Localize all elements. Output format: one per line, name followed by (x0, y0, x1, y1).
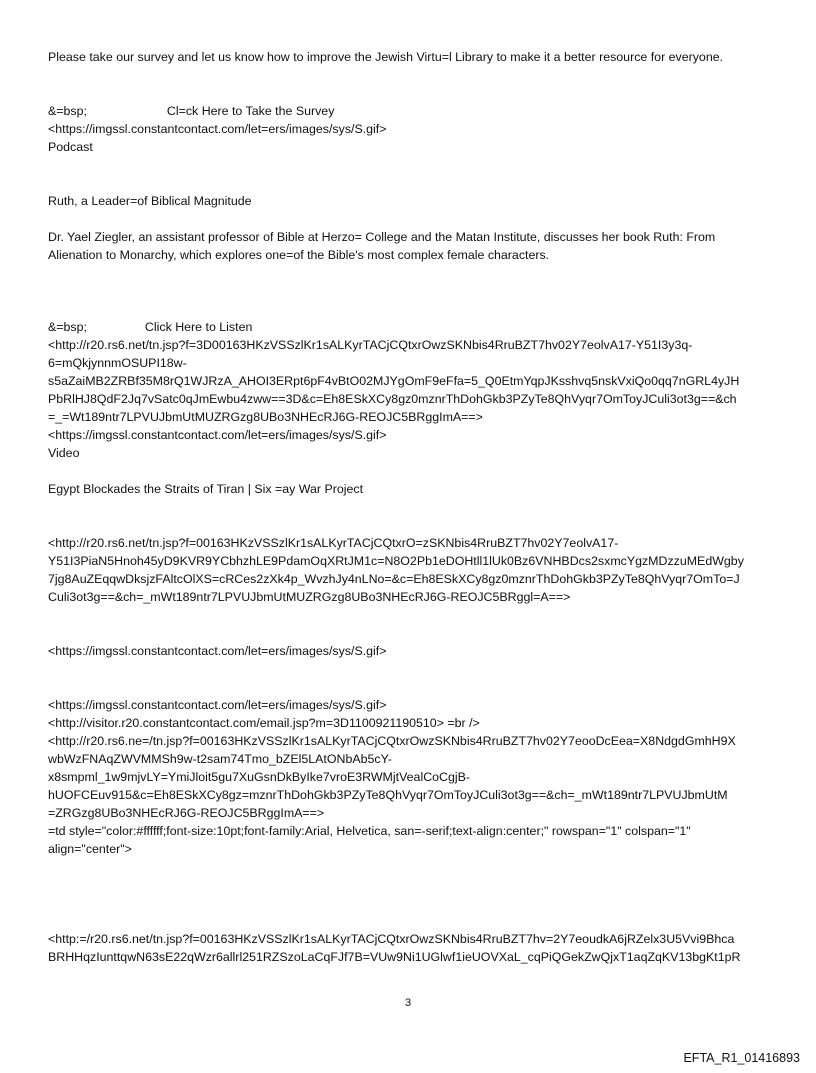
final-block-line[interactable]: =ZRGzg8UBo3NHEcRJ6G-REOJC5BRggImA==> (48, 806, 325, 820)
spacer (48, 66, 772, 102)
video-url-line[interactable]: <http://r20.rs6.net/tn.jsp?f=00163HKzVSSzlKr1sALKyrTACjCQtxrO=zSKNbis4RruBZT7hv02Y7eolvA17- (48, 536, 619, 550)
video-title: Egypt Blockades the Straits of Tiran | Six =ay War Project (48, 482, 364, 496)
spacer (48, 210, 772, 228)
listen-url-line[interactable]: PbRlHJ8QdF2Jq7vSatc0qJmEwbu4zww==3D&c=Eh8ESkXCy8gz0mznrThDohGkb3PZyTe8QhVyqr7OmToyJCuli3ot3g==&ch (48, 392, 737, 406)
listen-prefix: &=bsp; (48, 320, 87, 334)
video-url-line[interactable]: Y51I3PiaN5Hnoh45yD9KVR9YCbhzhLE9PdamOqXRtJM1c=N8O2Pb1eDOHtll1lUk0Bz6VNHBDcs2sxmcYgzMDzzuMEdWgby (48, 554, 744, 568)
listen-url-line[interactable]: s5aZaiMB2ZRBf35M8rQ1WJRzA_AHOI3ERpt6pF4vBtO02MJYgOmF9eFfa=5_Q0EtmYqpJKsshvq5nskVxiQo0qq7nGRL4yJH (48, 374, 740, 388)
listen-link-line[interactable] (48, 318, 772, 336)
spacer (48, 156, 772, 192)
listen-link[interactable]: Click Here to Listen (144, 320, 253, 334)
podcast-title: Ruth, a Leader=of Biblical Magnitude (48, 194, 252, 208)
last-url-line[interactable]: <http:=/r20.rs6.net/tn.jsp?f=00163HKzVSSzlKr1sALKyrTACjCQtxrOwzSKNbis4RruBZT7hv=2Y7eoudkA6jRZelx3U5Vvi9Bhca (48, 932, 735, 946)
final-block-line[interactable]: hUOFCEuv915&c=Eh8ESkXCy8gz=mznrThDohGkb3PZyTe8QhVyqr7OmToyJCuli3ot3g==&ch=_mWt189ntr7LPVUJbmUtM (48, 788, 728, 802)
document-id: EFTA_R1_01416893 (683, 1051, 800, 1065)
spacer (48, 498, 772, 534)
video-url-line[interactable]: Culi3ot3g==&ch=_mWt189ntr7LPVUJbmUtMUZRGzg8UBo3NHEcRJ6G-REOJC5BRggl=A==> (48, 590, 571, 604)
listen-url-line[interactable]: <http://r20.rs6.net/tn.jsp?f=3D00163HKzVSSzlKr1sALKyrTACjCQtxrOwzSKNbis4RruBZT7hv02Y7eolvA17-Y51I3y3q- (48, 338, 693, 352)
podcast-description: Dr. Yael Ziegler, an assistant professor of Bible at Herzo= College and the Matan Institute, discusses her book Ruth: From Alienation to Monarchy, which explores one=of the Bible's most complex female characters. (48, 230, 716, 262)
listen-url-line[interactable]: =_=Wt189ntr7LPVUJbmUtMUZRGzg8UBo3NHEcRJ6G-REOJC5BRggImA==> (48, 410, 483, 424)
last-url-line[interactable]: BRHHqzIunttqwN63sE22qWzr6allrl251RZSzoLaCqFJf7B=VUw9Ni1UGlwf1ieUOVXaL_cqPiQGekZwQjxT1aqZqKV13bgKt1pR (48, 950, 741, 964)
final-block-line[interactable]: wbWzFNAqZWVMMSh9w-t2sam74Tmo_bZEl5LAtONbAb5cY- (48, 752, 392, 766)
survey-link-line[interactable] (48, 102, 772, 120)
spacer (48, 660, 772, 696)
spacer (48, 606, 772, 642)
spacer (48, 462, 772, 480)
podcast-label: Podcast (48, 140, 93, 154)
intro-paragraph: Please take our survey and let us know how to improve the Jewish Virtu=l Library to make it a better resource for everyone. (48, 50, 724, 64)
final-block-line: align="center"> (48, 842, 132, 856)
final-block-line[interactable]: <http://visitor.r20.constantcontact.com/email.jsp?m=3D1100921190510> =br /> (48, 716, 480, 730)
final-block-line[interactable]: <https://imgssl.constantcontact.com/let=ers/images/sys/S.gif> (48, 698, 387, 712)
survey-prefix: &=bsp; (48, 104, 87, 118)
video-image-url[interactable]: <https://imgssl.constantcontact.com/let=ers/images/sys/S.gif> (48, 644, 387, 658)
final-block-line: =td style="color:#ffffff;font-size:10pt;font-family:Arial, Helvetica, san=-serif;text-align:center;" rowspan="1" colspan="1" (48, 824, 691, 838)
survey-link[interactable]: Cl=ck Here to Take the Survey (166, 104, 335, 118)
page-number: 3 (404, 997, 412, 1009)
final-block-line[interactable]: <http://r20.rs6.ne=/tn.jsp?f=00163HKzVSSzlKr1sALKyrTACjCQtxrOwzSKNbis4RruBZT7hv02Y7eooDcEea=X8NdgdGmhH9X (48, 734, 736, 748)
listen-url-line[interactable]: 6=mQkjynnmOSUPI18w- (48, 356, 187, 370)
final-block-line[interactable]: x8smpml_1w9mjvLY=YmiJloit5gu7XuGsnDkByIke7vroE3RWMjtVealCoCgjB- (48, 770, 471, 784)
document-page (48, 48, 772, 966)
listen-image-url[interactable]: <https://imgssl.constantcontact.com/let=ers/images/sys/S.gif> (48, 428, 387, 442)
spacer (48, 264, 772, 318)
survey-image-url[interactable]: <https://imgssl.constantcontact.com/let=ers/images/sys/S.gif> (48, 122, 387, 136)
video-url-line[interactable]: 7jg8AuZEqqwDksjzFAltcOlXS=cRCes2zXk4p_WvzhJy4nLNo=&c=Eh8ESkXCy8gz0mznrThDohGkb3PZyTe8QhVyqr7OmTo=J (48, 572, 740, 586)
video-label: Video (48, 446, 80, 460)
spacer (48, 858, 772, 930)
